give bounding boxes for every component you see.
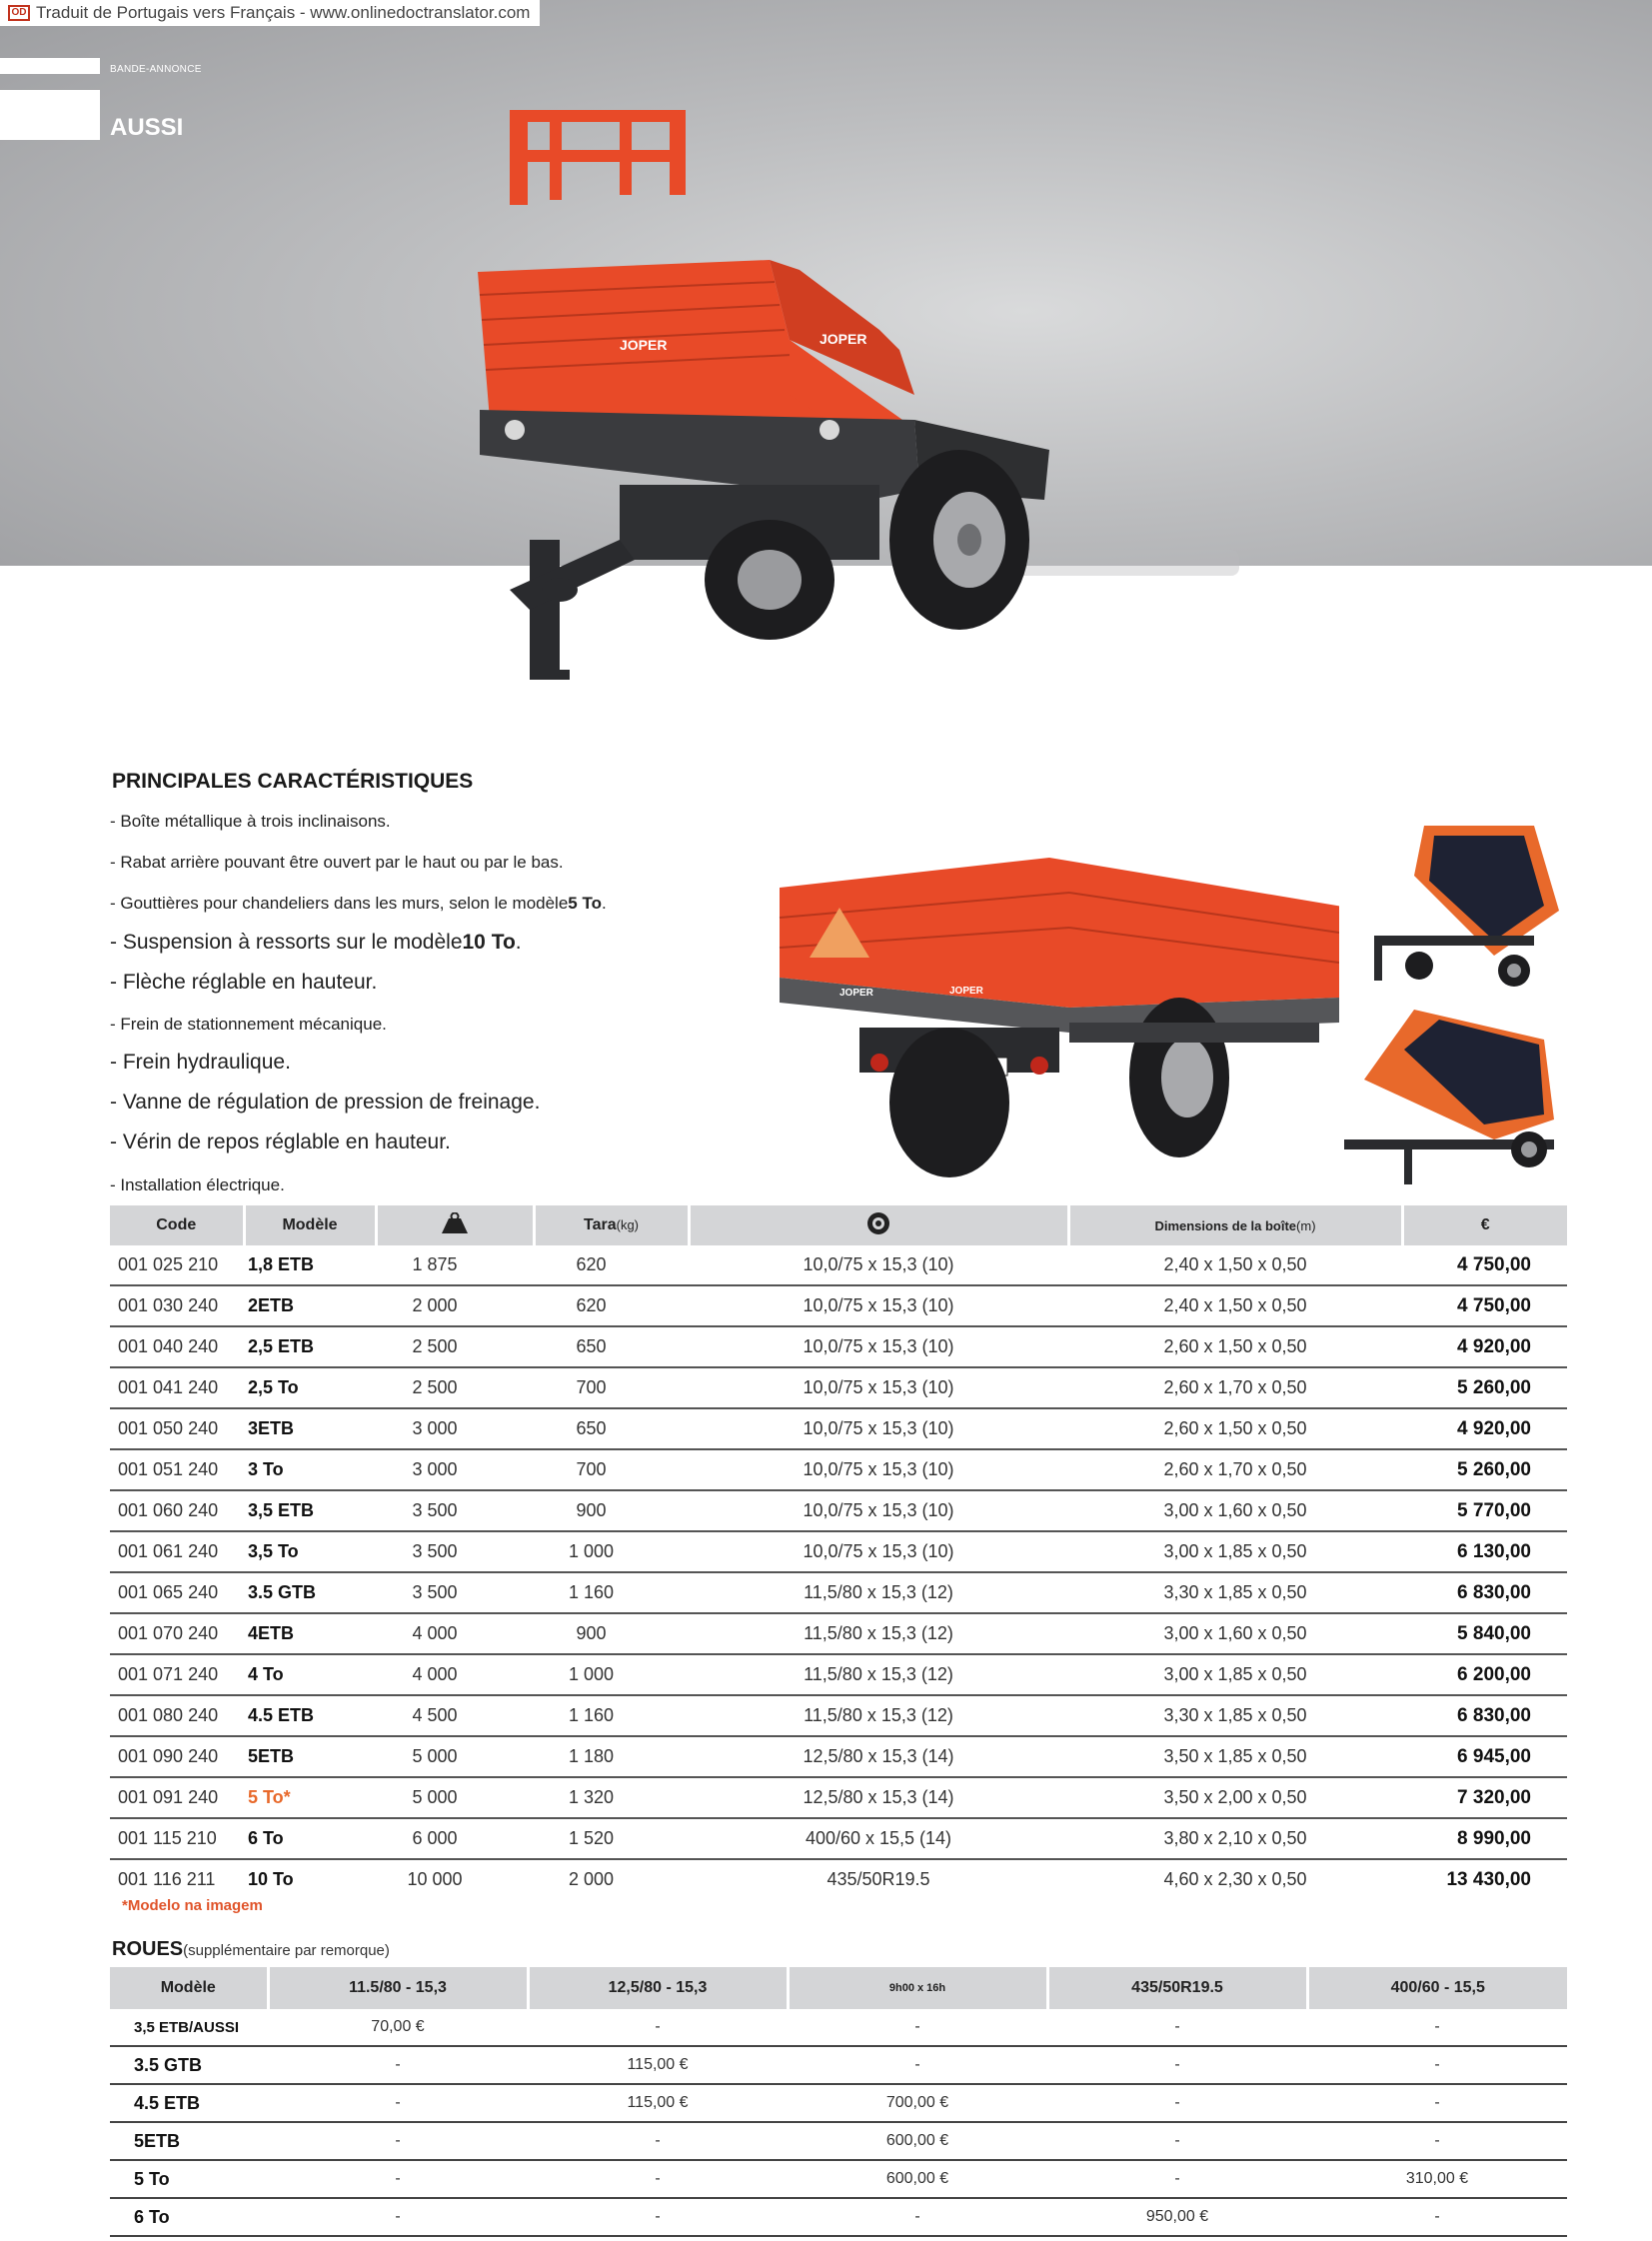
page-title: AUSSI bbox=[110, 114, 184, 141]
cell-model: 4ETB bbox=[244, 1613, 376, 1654]
wheels-col-1: 11.5/80 - 15,3 bbox=[268, 1967, 528, 2009]
wheels-cell-price: - bbox=[1047, 2009, 1307, 2046]
cell-tire: 11,5/80 x 15,3 (12) bbox=[689, 1695, 1068, 1736]
cell-code: 001 071 240 bbox=[110, 1654, 244, 1695]
table-row bbox=[110, 1326, 1567, 1367]
cell-tara: 650 bbox=[534, 1326, 689, 1367]
cell-tara: 620 bbox=[534, 1285, 689, 1326]
cell-tire: 10,0/75 x 15,3 (10) bbox=[689, 1245, 1068, 1285]
wheels-cell-price: - bbox=[528, 2009, 788, 2046]
cell-price: 5 840,00 bbox=[1402, 1613, 1567, 1654]
tara-label: Tara bbox=[584, 1216, 617, 1233]
table-row bbox=[110, 1531, 1567, 1572]
table-row bbox=[110, 1695, 1567, 1736]
table-row bbox=[110, 1654, 1567, 1695]
cell-dimensions: 3,00 x 1,60 x 0,50 bbox=[1068, 1490, 1402, 1531]
cell-tara: 1 160 bbox=[534, 1695, 689, 1736]
col-header-dimensions bbox=[1068, 1205, 1402, 1245]
trailer-tipping-side-image bbox=[1344, 1010, 1564, 1189]
dimensions-label: Dimensions de la boîte bbox=[1154, 1217, 1297, 1233]
wheels-row bbox=[110, 2009, 1567, 2046]
feature-item: - Frein de stationnement mécanique. bbox=[110, 1015, 387, 1034]
table-row bbox=[110, 1449, 1567, 1490]
cell-tara: 900 bbox=[534, 1613, 689, 1654]
cell-weight: 2 500 bbox=[376, 1326, 534, 1367]
cell-model: 3 To bbox=[244, 1449, 376, 1490]
wheels-cell-price: 115,00 € bbox=[528, 2046, 788, 2084]
trailer-main-image bbox=[470, 110, 1269, 750]
cell-model: 4.5 ETB bbox=[244, 1695, 376, 1736]
cell-price: 5 260,00 bbox=[1402, 1449, 1567, 1490]
cell-tara: 1 320 bbox=[534, 1777, 689, 1818]
cell-code: 001 091 240 bbox=[110, 1777, 244, 1818]
features-title: PRINCIPALES CARACTÉRISTIQUES bbox=[112, 770, 474, 793]
feature-text-end: . bbox=[601, 894, 607, 913]
table-row bbox=[110, 1408, 1567, 1449]
cell-code: 001 090 240 bbox=[110, 1736, 244, 1777]
cell-tire: 11,5/80 x 15,3 (12) bbox=[689, 1572, 1068, 1613]
col-header-tire bbox=[689, 1205, 1068, 1245]
col-header-model: Modèle bbox=[244, 1205, 376, 1245]
banner-text: Traduit de Portugais vers Français - www.onlinedoctranslator.com bbox=[36, 3, 531, 22]
cell-price: 6 830,00 bbox=[1402, 1695, 1567, 1736]
wheels-cell-price: - bbox=[268, 2084, 528, 2122]
wheels-cell-price: 700,00 € bbox=[788, 2084, 1047, 2122]
translator-logo-icon: OD bbox=[8, 5, 30, 21]
cell-price: 4 920,00 bbox=[1402, 1326, 1567, 1367]
cell-tire: 10,0/75 x 15,3 (10) bbox=[689, 1367, 1068, 1408]
tire-icon bbox=[866, 1211, 890, 1235]
brand-logo-right: JOPER bbox=[820, 331, 867, 347]
feature-highlight: 10 To bbox=[462, 931, 516, 954]
trailer-tipping-rear-image bbox=[1374, 826, 1559, 996]
cell-tire: 10,0/75 x 15,3 (10) bbox=[689, 1326, 1068, 1367]
cell-tara: 900 bbox=[534, 1490, 689, 1531]
cell-weight: 3 000 bbox=[376, 1408, 534, 1449]
wheels-row bbox=[110, 2122, 1567, 2160]
cell-price: 7 320,00 bbox=[1402, 1777, 1567, 1818]
cell-tara: 1 000 bbox=[534, 1654, 689, 1695]
cell-price: 6 130,00 bbox=[1402, 1531, 1567, 1572]
cell-price: 4 750,00 bbox=[1402, 1285, 1567, 1326]
roues-title bbox=[112, 1938, 390, 1961]
wheels-row bbox=[110, 2084, 1567, 2122]
cell-dimensions: 3,00 x 1,60 x 0,50 bbox=[1068, 1613, 1402, 1654]
cell-price: 6 945,00 bbox=[1402, 1736, 1567, 1777]
cell-dimensions: 3,50 x 1,85 x 0,50 bbox=[1068, 1736, 1402, 1777]
cell-tire: 12,5/80 x 15,3 (14) bbox=[689, 1736, 1068, 1777]
feature-item: - Flèche réglable en hauteur. bbox=[110, 971, 378, 994]
cell-dimensions: 3,30 x 1,85 x 0,50 bbox=[1068, 1572, 1402, 1613]
cell-model: 3,5 ETB bbox=[244, 1490, 376, 1531]
wheels-cell-price: - bbox=[788, 2046, 1047, 2084]
col-header-code: Code bbox=[110, 1205, 244, 1245]
cell-dimensions: 3,80 x 2,10 x 0,50 bbox=[1068, 1818, 1402, 1859]
table-row bbox=[110, 1613, 1567, 1654]
cell-model: 3.5 GTB bbox=[244, 1572, 376, 1613]
cell-weight: 2 000 bbox=[376, 1285, 534, 1326]
cell-price: 6 200,00 bbox=[1402, 1654, 1567, 1695]
wheels-cell-model: 3,5 ETB/AUSSI bbox=[110, 2009, 268, 2046]
feature-text: - Gouttières pour chandeliers dans les murs, selon le modèle bbox=[110, 894, 569, 913]
wheels-row bbox=[110, 2046, 1567, 2084]
wheels-row bbox=[110, 2198, 1567, 2236]
cell-tire: 10,0/75 x 15,3 (10) bbox=[689, 1531, 1068, 1572]
cell-code: 001 115 210 bbox=[110, 1818, 244, 1859]
section-label: BANDE-ANNONCE bbox=[110, 64, 202, 75]
cell-dimensions: 2,60 x 1,50 x 0,50 bbox=[1068, 1408, 1402, 1449]
wheels-cell-price: - bbox=[268, 2122, 528, 2160]
feature-text: - Suspension à ressorts sur le modèle bbox=[110, 931, 463, 954]
weight-icon bbox=[441, 1212, 469, 1234]
cell-price: 4 750,00 bbox=[1402, 1245, 1567, 1285]
cell-tire: 12,5/80 x 15,3 (14) bbox=[689, 1777, 1068, 1818]
cell-code: 001 051 240 bbox=[110, 1449, 244, 1490]
cell-weight: 4 500 bbox=[376, 1695, 534, 1736]
wheels-col-4: 435/50R19.5 bbox=[1047, 1967, 1307, 2009]
wheels-header-row bbox=[110, 1967, 1567, 2009]
cell-model: 6 To bbox=[244, 1818, 376, 1859]
cell-dimensions: 3,30 x 1,85 x 0,50 bbox=[1068, 1695, 1402, 1736]
cell-model: 2ETB bbox=[244, 1285, 376, 1326]
cell-tire: 10,0/75 x 15,3 (10) bbox=[689, 1449, 1068, 1490]
col-header-tara bbox=[534, 1205, 689, 1245]
cell-dimensions: 2,60 x 1,70 x 0,50 bbox=[1068, 1367, 1402, 1408]
wheels-cell-price: 115,00 € bbox=[528, 2084, 788, 2122]
feature-item: - Boîte métallique à trois inclinaisons. bbox=[110, 812, 391, 831]
cell-tire: 400/60 x 15,5 (14) bbox=[689, 1818, 1068, 1859]
wheels-cell-price: 70,00 € bbox=[268, 2009, 528, 2046]
cell-dimensions: 3,00 x 1,85 x 0,50 bbox=[1068, 1654, 1402, 1695]
wheels-cell-model: 3.5 GTB bbox=[110, 2046, 268, 2084]
cell-price: 8 990,00 bbox=[1402, 1818, 1567, 1859]
cell-tire: 435/50R19.5 bbox=[826, 1869, 930, 1889]
cell-dimensions: 3,50 x 2,00 x 0,50 bbox=[1068, 1777, 1402, 1818]
cell-weight: 1 875 bbox=[376, 1245, 534, 1285]
cell-code: 001 070 240 bbox=[110, 1613, 244, 1654]
wheels-cell-price: 950,00 € bbox=[1047, 2198, 1307, 2236]
wheels-cell-price: - bbox=[268, 2198, 528, 2236]
wheels-cell-price: - bbox=[1307, 2198, 1567, 2236]
cell-weight: 4 000 bbox=[376, 1654, 534, 1695]
feature-item: - Installation électrique. bbox=[110, 1175, 285, 1194]
wheels-cell-price: - bbox=[1047, 2046, 1307, 2084]
table-row bbox=[110, 1245, 1567, 1285]
cell-model: 5ETB bbox=[244, 1736, 376, 1777]
wheels-cell-price: - bbox=[1307, 2122, 1567, 2160]
cell-code: 001 040 240 bbox=[110, 1326, 244, 1367]
feature-item bbox=[110, 894, 607, 914]
wheels-cell-price: - bbox=[1307, 2084, 1567, 2122]
cell-weight: 3 000 bbox=[376, 1449, 534, 1490]
wheels-table bbox=[110, 1967, 1567, 2237]
table-row bbox=[110, 1572, 1567, 1613]
feature-item: - Rabat arrière pouvant être ouvert par le haut ou par le bas. bbox=[110, 853, 564, 872]
wheels-cell-model: 5 To bbox=[110, 2160, 268, 2198]
header-bar-large bbox=[0, 90, 100, 140]
roues-subtitle: (supplémentaire par remorque) bbox=[183, 1942, 390, 1959]
tara-unit: (kg) bbox=[616, 1217, 639, 1232]
cell-tara: 1 160 bbox=[534, 1572, 689, 1613]
cell-model: 2,5 To bbox=[244, 1367, 376, 1408]
product-table bbox=[110, 1205, 1567, 1899]
cell-weight: 3 500 bbox=[376, 1531, 534, 1572]
wheels-cell-price: - bbox=[788, 2009, 1047, 2046]
feature-item bbox=[110, 931, 522, 955]
table-row bbox=[110, 1490, 1567, 1531]
brand-logo-left: JOPER bbox=[620, 337, 668, 353]
cell-weight: 5 000 bbox=[376, 1736, 534, 1777]
wheels-cell-price: - bbox=[1307, 2046, 1567, 2084]
cell-tara: 1 180 bbox=[534, 1736, 689, 1777]
translator-banner[interactable] bbox=[0, 0, 540, 26]
wheels-cell-price: 600,00 € bbox=[788, 2122, 1047, 2160]
roues-title-text: ROUES bbox=[112, 1938, 184, 1960]
cell-code: 001 050 240 bbox=[110, 1408, 244, 1449]
wheels-cell-price: - bbox=[788, 2198, 1047, 2236]
cell-tara: 650 bbox=[534, 1408, 689, 1449]
wheels-col-model: Modèle bbox=[110, 1967, 268, 2009]
cell-code: 001 060 240 bbox=[110, 1490, 244, 1531]
dimensions-unit: (m) bbox=[1296, 1217, 1316, 1233]
cell-weight: 10 000 bbox=[407, 1869, 463, 1889]
cell-price: 5 770,00 bbox=[1402, 1490, 1567, 1531]
cell-code: 001 116 211 bbox=[118, 1869, 216, 1889]
wheels-cell-price: - bbox=[268, 2046, 528, 2084]
cell-dimensions: 2,60 x 1,70 x 0,50 bbox=[1068, 1449, 1402, 1490]
cell-price: 13 430,00 bbox=[1446, 1868, 1531, 1890]
table-row bbox=[110, 1859, 1567, 1899]
cell-weight: 2 500 bbox=[376, 1367, 534, 1408]
cell-code: 001 080 240 bbox=[110, 1695, 244, 1736]
wheels-col-5: 400/60 - 15,5 bbox=[1307, 1967, 1567, 2009]
cell-dimensions: 2,40 x 1,50 x 0,50 bbox=[1068, 1245, 1402, 1285]
cell-dimensions: 2,60 x 1,50 x 0,50 bbox=[1068, 1326, 1402, 1367]
wheels-cell-price: - bbox=[1047, 2084, 1307, 2122]
wheels-cell-price: - bbox=[268, 2160, 528, 2198]
feature-item: - Vérin de repos réglable en hauteur. bbox=[110, 1130, 451, 1153]
cell-code: 001 041 240 bbox=[110, 1367, 244, 1408]
cell-model: 2,5 ETB bbox=[244, 1326, 376, 1367]
brand-logo-side: JOPER bbox=[839, 988, 873, 999]
wheels-cell-price: - bbox=[528, 2160, 788, 2198]
wheels-cell-price: - bbox=[528, 2198, 788, 2236]
cell-tire: 11,5/80 x 15,3 (12) bbox=[689, 1654, 1068, 1695]
cell-tire: 10,0/75 x 15,3 (10) bbox=[689, 1490, 1068, 1531]
cell-dimensions: 2,40 x 1,50 x 0,50 bbox=[1068, 1285, 1402, 1326]
image-note: *Modelo na imagem bbox=[122, 1897, 263, 1914]
cell-weight: 3 500 bbox=[376, 1490, 534, 1531]
cell-dimensions: 3,00 x 1,85 x 0,50 bbox=[1068, 1531, 1402, 1572]
cell-tara: 2 000 bbox=[568, 1869, 615, 1889]
cell-tire: 10,0/75 x 15,3 (10) bbox=[689, 1285, 1068, 1326]
cell-model: 4 To bbox=[244, 1654, 376, 1695]
table-row bbox=[110, 1367, 1567, 1408]
wheels-col-3: 9h00 x 16h bbox=[788, 1967, 1047, 2009]
cell-tara: 1 000 bbox=[534, 1531, 689, 1572]
cell-model: 5 To* bbox=[244, 1777, 376, 1818]
wheels-cell-price: - bbox=[1047, 2160, 1307, 2198]
wheels-cell-model: 6 To bbox=[110, 2198, 268, 2236]
cell-tara: 700 bbox=[534, 1367, 689, 1408]
feature-highlight: 5 To bbox=[568, 894, 602, 913]
wheels-cell-model: 5ETB bbox=[110, 2122, 268, 2160]
cell-model: 10 To bbox=[248, 1869, 294, 1889]
wheels-cell-price: - bbox=[528, 2122, 788, 2160]
wheels-cell-price: - bbox=[1047, 2122, 1307, 2160]
cell-weight: 4 000 bbox=[376, 1613, 534, 1654]
cell-model: 3ETB bbox=[244, 1408, 376, 1449]
trailer-side-image bbox=[770, 848, 1339, 1192]
cell-price: 6 830,00 bbox=[1402, 1572, 1567, 1613]
cell-weight: 6 000 bbox=[376, 1818, 534, 1859]
wheels-cell-price: 310,00 € bbox=[1307, 2160, 1567, 2198]
cell-dimensions: 4,60 x 2,30 x 0,50 bbox=[1163, 1869, 1307, 1889]
cell-weight: 5 000 bbox=[376, 1777, 534, 1818]
cell-code: 001 061 240 bbox=[110, 1531, 244, 1572]
cell-model: 3,5 To bbox=[244, 1531, 376, 1572]
wheels-row bbox=[110, 2160, 1567, 2198]
cell-tara: 700 bbox=[534, 1449, 689, 1490]
cell-model: 1,8 ETB bbox=[244, 1245, 376, 1285]
cell-code: 001 065 240 bbox=[110, 1572, 244, 1613]
cell-tara: 1 520 bbox=[534, 1818, 689, 1859]
cell-tire: 10,0/75 x 15,3 (10) bbox=[689, 1408, 1068, 1449]
cell-tire: 11,5/80 x 15,3 (12) bbox=[689, 1613, 1068, 1654]
table-row bbox=[110, 1285, 1567, 1326]
table-row bbox=[110, 1777, 1567, 1818]
feature-item: - Vanne de régulation de pression de freinage. bbox=[110, 1091, 541, 1114]
col-header-weight bbox=[376, 1205, 534, 1245]
cell-price: 4 920,00 bbox=[1402, 1408, 1567, 1449]
cell-code: 001 030 240 bbox=[110, 1285, 244, 1326]
feature-text-end: . bbox=[515, 931, 522, 954]
wheels-cell-price: - bbox=[1307, 2009, 1567, 2046]
header-bar-small bbox=[0, 58, 100, 74]
cell-code: 001 025 210 bbox=[110, 1245, 244, 1285]
table-header-row bbox=[110, 1205, 1567, 1245]
col-header-price: € bbox=[1402, 1205, 1567, 1245]
table-row bbox=[110, 1818, 1567, 1859]
brand-logo-side-2: JOPER bbox=[949, 986, 983, 997]
wheels-cell-model: 4.5 ETB bbox=[110, 2084, 268, 2122]
feature-item: - Frein hydraulique. bbox=[110, 1051, 291, 1074]
wheels-col-2: 12,5/80 - 15,3 bbox=[528, 1967, 788, 2009]
cell-weight: 3 500 bbox=[376, 1572, 534, 1613]
table-row bbox=[110, 1736, 1567, 1777]
cell-tara: 620 bbox=[534, 1245, 689, 1285]
wheels-cell-price: 600,00 € bbox=[788, 2160, 1047, 2198]
cell-price: 5 260,00 bbox=[1402, 1367, 1567, 1408]
